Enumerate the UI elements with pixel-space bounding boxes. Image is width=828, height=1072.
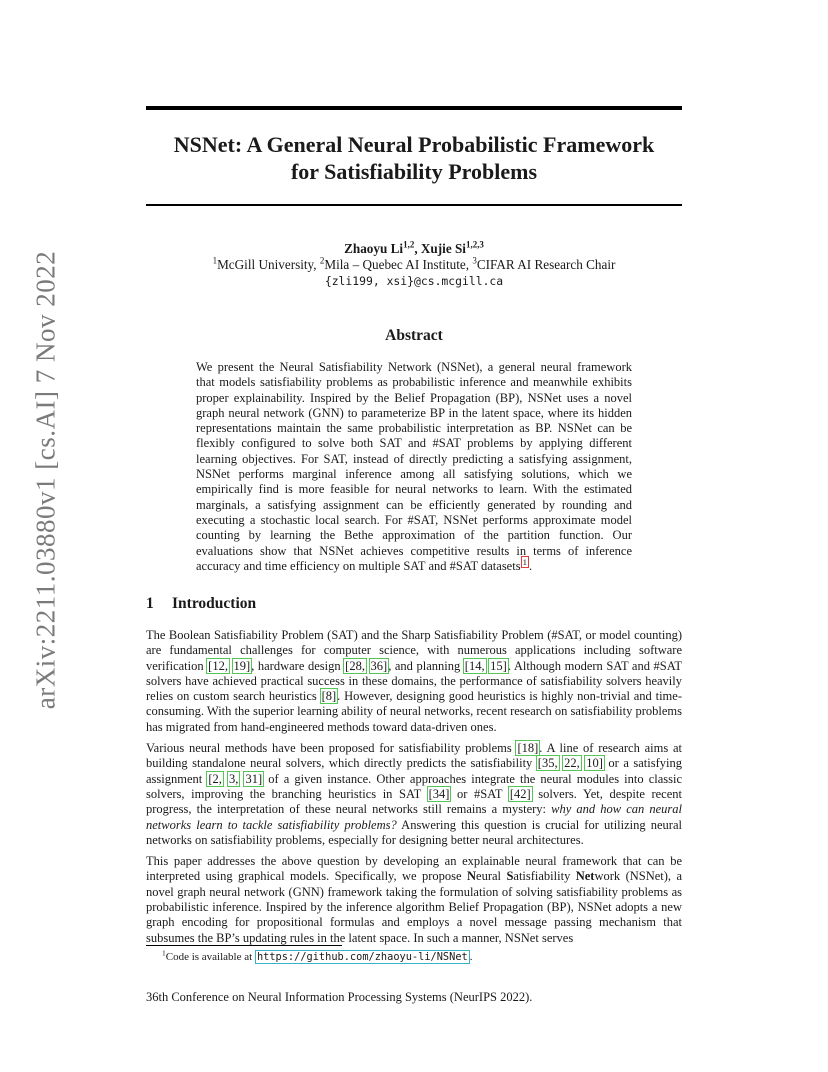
text-run: of a given instance. Other approaches integrate the neural modules into classic solvers, improving the branching heuristics in SAT bbox=[146, 771, 683, 801]
citation-link[interactable]: [18] bbox=[517, 741, 539, 756]
text-run: or a satisfying assignment bbox=[146, 756, 683, 786]
abstract-body bbox=[196, 360, 632, 574]
author-affiliation-mark: 1,2,3 bbox=[465, 239, 484, 250]
bold-letter: S bbox=[506, 869, 514, 884]
footnote-rule bbox=[146, 945, 342, 946]
text-run: Various neural methods have been proposed for satisfiability problems bbox=[146, 741, 517, 756]
bold-letter: Net bbox=[575, 869, 595, 884]
affiliation-mark: 3 bbox=[472, 255, 477, 266]
footnote-mark: 1 bbox=[162, 948, 166, 958]
citation-link[interactable]: 19] bbox=[233, 658, 251, 673]
arxiv-identifier-text: arXiv:2211.03880v1 [cs.AI] 7 Nov 2022 bbox=[30, 250, 61, 710]
citation-link[interactable]: [14, bbox=[464, 658, 485, 673]
code-url-link[interactable]: https://github.com/zhaoyu-li/NSNet bbox=[256, 951, 468, 963]
author-names: Zhaoyu Li$^{1,2}$, Xujie Si$^{1,2,3}$ bbox=[344, 239, 484, 256]
paragraph bbox=[146, 628, 682, 735]
footnote-text: Code is available at bbox=[165, 951, 255, 963]
paper-title-line-2: for Satisfiability Problems bbox=[290, 159, 538, 184]
body-text bbox=[146, 628, 682, 952]
text-run: or #SAT bbox=[450, 786, 509, 801]
arxiv-identifier bbox=[0, 0, 80, 1072]
affiliation: CIFAR AI Research Chair bbox=[476, 257, 616, 272]
section-title: Introduction bbox=[172, 595, 257, 612]
text-run: eural bbox=[476, 869, 507, 884]
author-name: Xujie Si bbox=[420, 241, 466, 256]
affiliation: McGill University, bbox=[217, 257, 320, 272]
paper-title-line-1: NSNet: A General Neural Probabilistic Framework bbox=[173, 132, 655, 157]
abstract-text: We present the Neural Satisfiability Network (NSNet), a general neural framework that models satisfiability problems as probabilistic inference and meanwhile exhibits proper explainability. Inspired by the Belief Propagation (BP), NSNet uses a novel graph neural network (GNN) to parameterize BP in the latent space, where its hidden representations maintain the same probabilistic interpretation as BP. NSNet can be flexibly configured to solve both SAT and #SAT problems by applying different learning objectives. For SAT, instead of directly predicting a satisfying assignment, NSNet performs marginal inference among all satisfying solutions, which we empirically find is more feasible for neural networks to learn. With the estimated marginals, a satisfying assignment can be efficiently generated by rounding and executing a stochastic local search. For #SAT, NSNet performs approximate model counting by learning the Bethe approximation of the partition function. Our evaluations show that NSNet achieves competitive results in terms of inference accuracy and time efficiency on multiple SAT and #SAT datasets bbox=[196, 360, 632, 573]
text-run: This paper addresses the above question by developing an explainable neural framework that can be interpreted using graphical models. Specifically, we propose bbox=[146, 854, 682, 884]
author-name: Zhaoyu Li bbox=[344, 241, 404, 256]
bold-letter: N bbox=[467, 869, 477, 884]
citation-link[interactable]: 36] bbox=[370, 658, 388, 673]
footnote-end: . bbox=[469, 951, 473, 963]
venue-footer: 36th Conference on Neural Information Processing Systems (NeurIPS 2022). bbox=[146, 990, 533, 1004]
citation-link[interactable]: 15] bbox=[490, 658, 507, 673]
citation-link[interactable]: 10] bbox=[586, 756, 603, 771]
citation-link[interactable]: [34] bbox=[428, 786, 450, 801]
author-email: {zli199, xsi}@cs.mcgill.ca bbox=[324, 274, 504, 288]
title-top-rule bbox=[146, 106, 682, 110]
author-affiliation-mark: 1,2 bbox=[403, 239, 415, 250]
text-run: Answering this question is crucial for utilizing neural networks on satisfiability problems, especially for designing better neural architectures. bbox=[146, 817, 682, 847]
text-run: . Although modern SAT and #SAT solvers have achieved practical success in these domains, the performance of satisfiability solvers heavily relies on custom search heuristics bbox=[146, 658, 683, 704]
text-run: solvers. Yet, despite recent progress, the interpretation of these neural networks still remains a mystery: bbox=[146, 786, 682, 817]
citation-link[interactable]: [28, bbox=[345, 658, 365, 673]
affiliation: Mila – Quebec AI Institute, bbox=[324, 257, 473, 272]
affiliations bbox=[146, 257, 682, 273]
section-number: 1 bbox=[146, 595, 154, 612]
citation-link[interactable]: [42] bbox=[509, 786, 531, 801]
emphasized-question: why and how can neural networks learn to tackle satisfiability problems? bbox=[146, 802, 682, 832]
citation-link[interactable]: [2, bbox=[208, 771, 222, 786]
paragraph bbox=[146, 741, 682, 848]
citation-link[interactable]: [12, bbox=[208, 658, 228, 673]
citation-link[interactable]: [8] bbox=[321, 689, 337, 704]
abstract-end: . bbox=[528, 558, 533, 573]
citation-link[interactable]: [35, bbox=[537, 756, 558, 771]
text-run: , and planning bbox=[388, 658, 464, 673]
citation-link[interactable]: 31] bbox=[245, 771, 263, 786]
title-bottom-rule bbox=[146, 204, 682, 206]
affiliation-mark: 1 bbox=[212, 255, 218, 266]
author-block bbox=[146, 241, 682, 289]
paper-title bbox=[146, 131, 682, 185]
footnote-link[interactable]: 1 bbox=[522, 556, 527, 567]
section-heading bbox=[146, 595, 256, 613]
paragraph bbox=[146, 854, 682, 946]
abstract-heading: Abstract bbox=[385, 327, 443, 344]
text-run: . However, designing good heuristics is highly non-trivial and time-consuming. With the superior learning ability of neural networks, recent research on satisfiability problems has migrated from hand-engineered methods toward data-driven ones. bbox=[146, 689, 682, 734]
footnote bbox=[162, 950, 472, 964]
text-run: . A line of research aims at building standalone neural solvers, which directly predicts the satisfiability bbox=[146, 741, 682, 771]
text-run: atisfiability bbox=[513, 869, 576, 884]
citation-link[interactable]: 3, bbox=[228, 771, 239, 786]
text-run: , hardware design bbox=[251, 658, 345, 673]
citation-link[interactable]: 22, bbox=[564, 756, 580, 771]
text-run: The Boolean Satisfiability Problem (SAT) and the Sharp Satisfiability Problem (#SAT, or model counting) are fundamental challenges for computer science, with numerous applications including software verification bbox=[146, 628, 682, 673]
affiliation-mark: 2 bbox=[319, 255, 325, 266]
text-run: work (NSNet), a novel graph neural network (GNN) framework taking the formulation of solving satisfiability problems as probabilistic inference. Inspired by the inference algorithm Belief Propagation (BP), NSNet adopts a new graph encoding for propositional formulas and employs a novel message passing mechanism that subsumes the BP’s updating rules in the latent space. In such a manner, NSNet serves bbox=[146, 869, 683, 945]
